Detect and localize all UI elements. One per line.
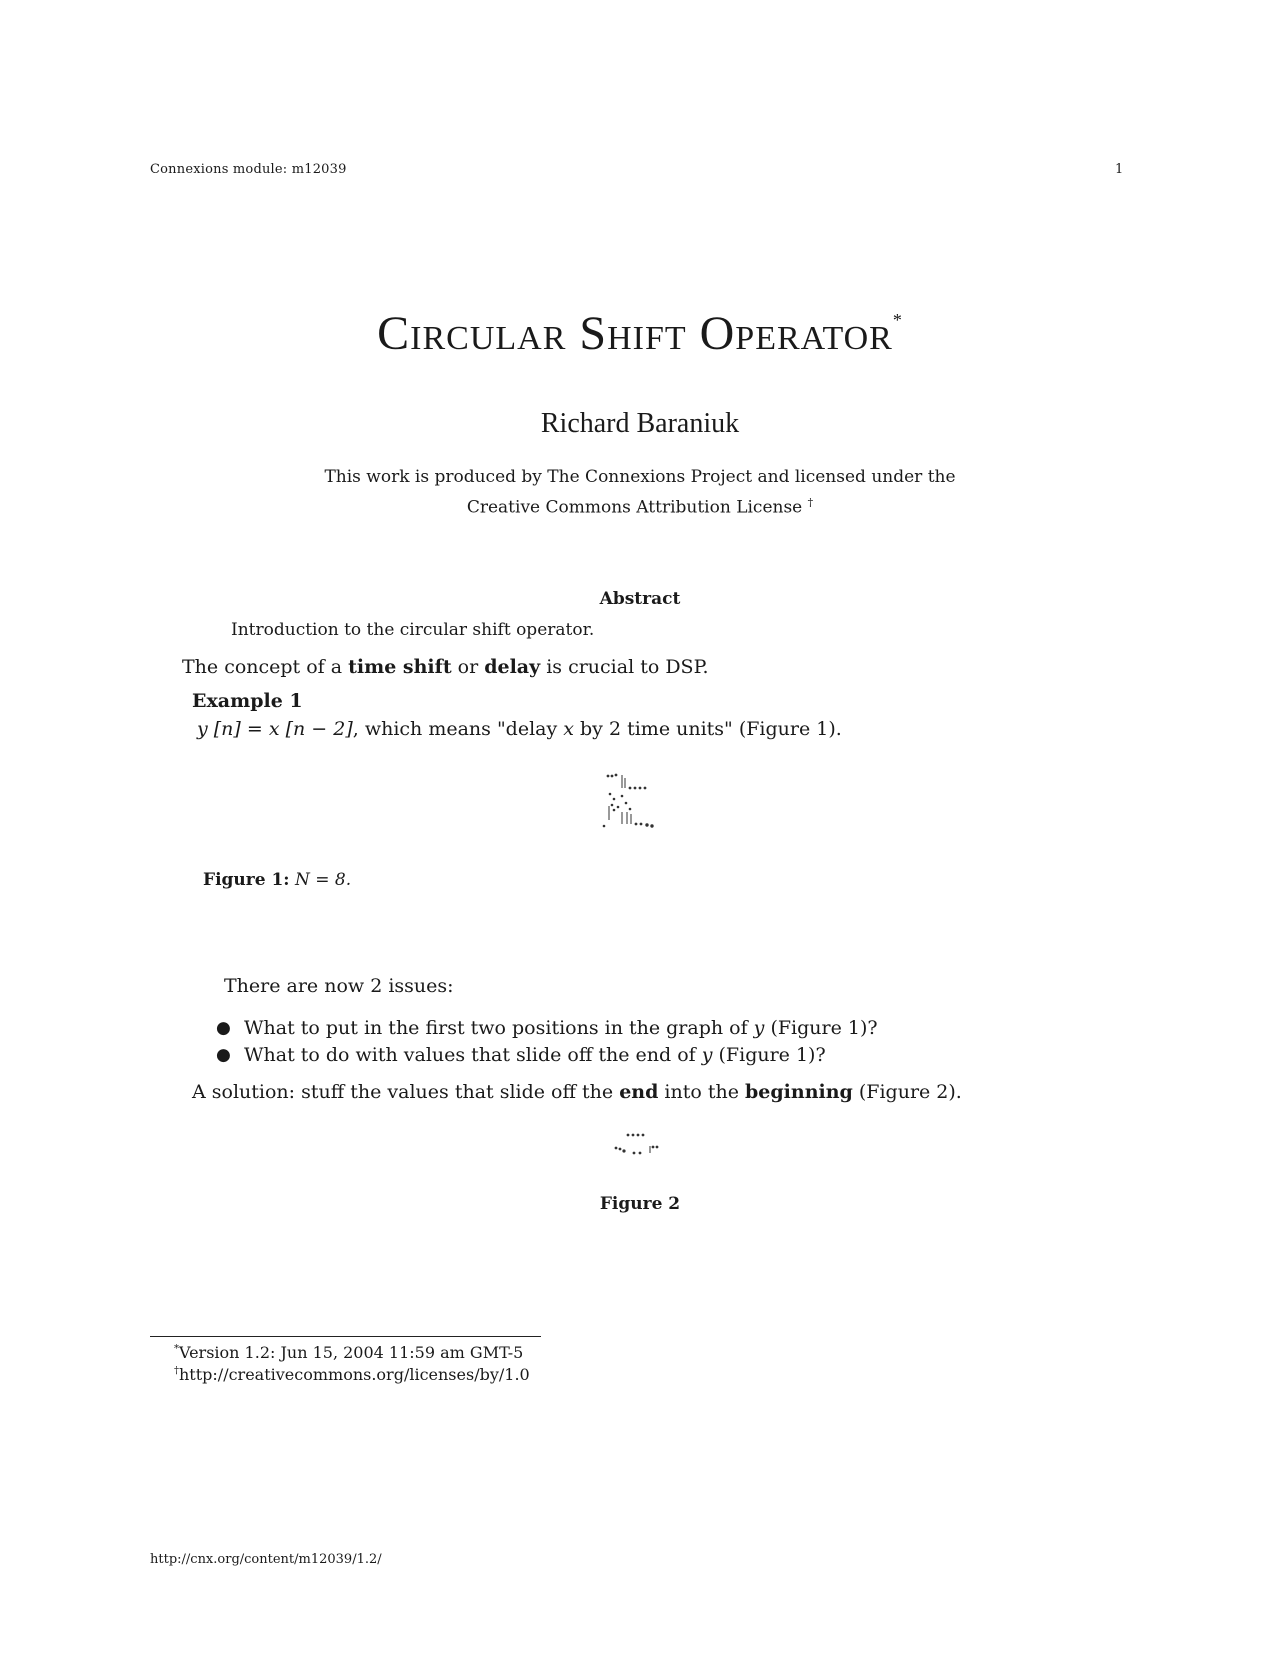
title-word: Shift <box>579 307 687 360</box>
abstract-heading: Abstract <box>599 589 681 609</box>
author-name: Richard Baraniuk <box>540 408 740 439</box>
example-equation: y [n] = x [n − 2] <box>197 718 353 740</box>
license-notice <box>0 465 1280 521</box>
license-line-2: Creative Commons Attribution License † <box>466 496 814 518</box>
figure-1-stem-plot <box>600 772 672 842</box>
document-title <box>0 306 1280 361</box>
license-footnote-marker: † <box>807 496 814 509</box>
running-header-module: Connexions module: m12039 <box>150 162 347 177</box>
footnote-marker: * <box>174 1343 179 1355</box>
title-footnote-marker: * <box>892 310 903 330</box>
title-word: Operator <box>699 307 893 360</box>
page-footer-url[interactable]: http://cnx.org/content/m12039/1.2/ <box>150 1552 382 1567</box>
figure-1-label: Figure 1: <box>203 870 290 890</box>
abstract-text: Introduction to the circular shift operator. <box>231 620 595 640</box>
footnote-version: *Version 1.2: Jun 15, 2004 11:59 am GMT-5 <box>174 1343 524 1362</box>
figure-2-caption: Figure 2 <box>599 1194 681 1214</box>
example-heading: Example 1 <box>192 690 303 712</box>
page-number: 1 <box>1115 162 1124 177</box>
footnote-marker: † <box>174 1365 179 1377</box>
footnote-divider <box>150 1336 541 1337</box>
bullet-icon: ● <box>216 1045 231 1065</box>
intro-paragraph: The concept of a time shift or delay is crucial to DSP. <box>182 656 709 678</box>
example-variable: x <box>563 718 574 740</box>
footnote-license-url[interactable]: †http://creativecommons.org/licenses/by/1.0 <box>174 1365 530 1384</box>
figure-2-stem-plot <box>610 1129 670 1163</box>
term-end: end <box>619 1081 659 1103</box>
solution-paragraph: A solution: stuff the values that slide off the end into the beginning (Figure 2). <box>192 1081 962 1103</box>
term-time-shift: time shift <box>348 656 452 678</box>
list-item: ● What to put in the first two positions in the graph of y (Figure 1)? <box>216 1015 878 1042</box>
term-delay: delay <box>484 656 541 678</box>
bullet-icon: ● <box>216 1018 231 1038</box>
title-word: Circular <box>377 307 567 360</box>
issues-intro: There are now 2 issues: <box>224 975 454 997</box>
issues-list <box>216 1015 878 1069</box>
term-beginning: beginning <box>745 1081 853 1103</box>
example-text: y [n] = x [n − 2], which means "delay x by 2 time units" (Figure 1). <box>197 718 842 740</box>
list-item: ● What to do with values that slide off the end of y (Figure 1)? <box>216 1042 878 1069</box>
license-line-1: This work is produced by The Connexions Project and licensed under the <box>324 467 956 487</box>
figure-1-caption: Figure 1: N = 8. <box>203 870 352 890</box>
